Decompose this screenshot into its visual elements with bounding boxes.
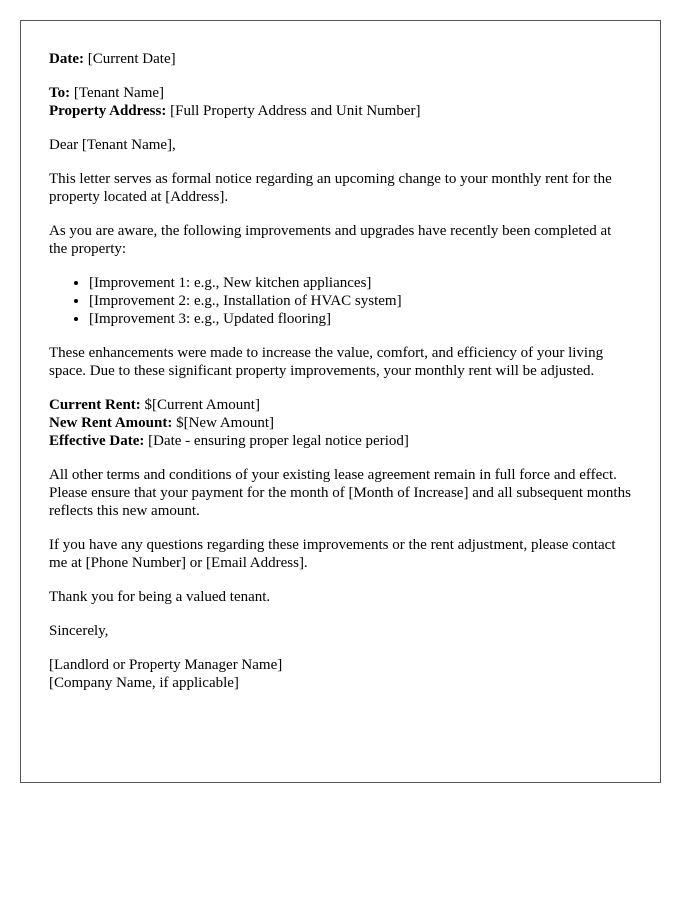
- new-rent-value: $[New Amount]: [176, 415, 274, 431]
- closing: Sincerely,: [49, 623, 109, 639]
- signature-block: [49, 656, 632, 692]
- signature-name: [Landlord or Property Manager Name]: [49, 657, 283, 673]
- date-line: [49, 50, 632, 68]
- recipient-block: [49, 84, 632, 120]
- terms-paragraph: All other terms and conditions of your existing lease agreement remain in full force and effect. Please ensure that your payment for the month of [Month of Increase] and all subsequent months reflects this new amount.: [49, 467, 631, 519]
- effective-date-value: [Date - ensuring proper legal notice period]: [148, 433, 409, 449]
- thanks-paragraph: Thank you for being a valued tenant.: [49, 589, 271, 605]
- salutation: Dear [Tenant Name],: [49, 137, 176, 153]
- list-item: • [Improvement 2: e.g., Installation of HVAC system]: [89, 292, 632, 310]
- effective-date-label: Effective Date:: [49, 433, 145, 449]
- to-label: To:: [49, 85, 71, 101]
- improvements-list: [49, 274, 632, 328]
- questions-paragraph: If you have any questions regarding these improvements or the rent adjustment, please contact me at [Phone Number] or [Email Address].: [49, 537, 616, 571]
- letter: [20, 20, 661, 783]
- address-value: [Full Property Address and Unit Number]: [170, 103, 421, 119]
- to-value: [Tenant Name]: [73, 85, 165, 101]
- rent-details: [49, 396, 632, 450]
- address-label: Property Address:: [49, 103, 167, 119]
- signature-company: [Company Name, if applicable]: [49, 675, 239, 691]
- intro-paragraph: This letter serves as formal notice regarding an upcoming change to your monthly rent for the property located at [Address].: [49, 171, 612, 205]
- date-label: Date:: [49, 51, 84, 67]
- list-item: • [Improvement 3: e.g., Updated flooring]: [89, 310, 632, 328]
- improvements-intro: As you are aware, the following improvements and upgrades have recently been completed at the property:: [49, 223, 612, 257]
- enhancements-paragraph: These enhancements were made to increase the value, comfort, and efficiency of your living space. Due to these significant property improvements, your monthly rent will be adjusted.: [49, 345, 604, 379]
- date-value: [Current Date]: [87, 51, 176, 67]
- new-rent-label: New Rent Amount:: [49, 415, 173, 431]
- current-rent-value: $[Current Amount]: [144, 397, 260, 413]
- current-rent-label: Current Rent:: [49, 397, 141, 413]
- list-item: • [Improvement 1: e.g., New kitchen appliances]: [89, 274, 632, 292]
